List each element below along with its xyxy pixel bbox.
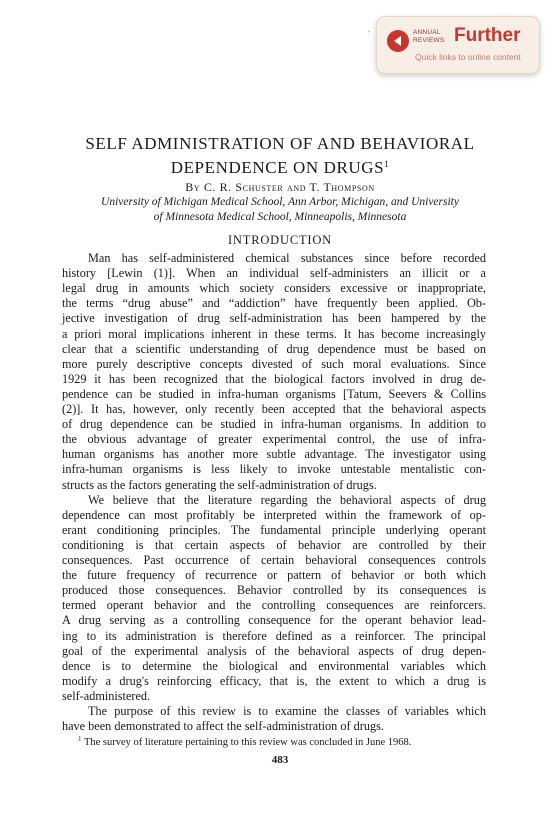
body-line: Man has self-administered chemical substances since before recorded — [88, 251, 486, 265]
body-line: legal drug in amounts which society considers excessive or inappropriate, — [62, 281, 486, 296]
section-heading: INTRODUCTION — [227, 233, 333, 247]
footnote-mark: 1 — [78, 735, 82, 743]
body-line: ing to its administration is therefore defined as a reinforcer. The principal — [62, 628, 486, 643]
body-line: produced those consequences. Behavior controlled by its consequences is — [62, 583, 486, 598]
corner-mark: • — [368, 30, 371, 36]
body-line: pendence can be studied in infra-human organisms [Tatum, Seevers & Collins — [62, 386, 486, 401]
byline: By C. R. Schuster and T. Thompson — [185, 180, 375, 194]
widget-further-label[interactable]: Further — [454, 25, 521, 46]
footnote — [78, 735, 486, 748]
body-line: 1929 it has been recognized that the biological factors involved in drug de- — [62, 371, 486, 386]
body-line: human organisms has another more subtle advantage. The investigator using — [62, 447, 486, 462]
footnote-text: The survey of literature pertaining to this review was concluded in June 1968. — [83, 737, 412, 748]
body-line: modify a drug's reinforcing efficacy, that is, the extent to which a drug is — [62, 673, 486, 688]
body-line: structs as the factors generating the self-administration of drugs. — [62, 477, 377, 492]
annual-reviews-logo-icon — [387, 30, 409, 52]
body-line: conditioning is that certain aspects of behavior are controlled by their — [62, 537, 486, 552]
body-line: the future frequency of recurrence or pattern of behavior or both which — [62, 568, 486, 583]
body-line: more purely descriptive concepts divested of such moral evaluations. Since — [62, 356, 486, 371]
body-line: (2)]. It has, however, only recently been accepted that the behavioral aspects — [62, 402, 486, 416]
affiliation-line1: University of Michigan Medical School, Ann Arbor, Michigan, and University — [101, 196, 459, 208]
body-line: a priori moral implications inherent in these terms. It has become increasingly — [62, 326, 486, 341]
body-line: A drug serving as a controlling consequence for the operant behavior lead- — [62, 613, 486, 628]
widget-subtitle[interactable]: Quick links to online content — [415, 52, 521, 62]
affiliation-line2: of Minnesota Medical School, Minneapolis, Minnesota — [153, 211, 407, 223]
body-line: of drug dependence can be studied in infra-human organisms. In addition to — [62, 417, 486, 432]
title-footnote-mark[interactable]: 1 — [384, 159, 390, 169]
body-line: consequences. Past occurrence of certain behavioral consequences controls — [62, 553, 486, 567]
body-line: termed operant behavior and the controlling consequences are reinforcers. — [62, 598, 486, 613]
body-line: have been demonstrated to affect the self-administration of drugs. — [62, 719, 384, 734]
body-line: infra-human organisms is less likely to invoke untestable mentalistic con- — [62, 462, 486, 477]
widget-brand-line1: ANNUAL — [413, 29, 441, 36]
body-line: jective investigation of drug self-administration has been hampered by the — [62, 311, 486, 326]
widget-brand — [413, 29, 453, 44]
article-title-text: DEPENDENCE ON DRUGS — [170, 158, 385, 177]
article-title-line1: SELF ADMINISTRATION OF AND BEHAVIORAL — [85, 134, 475, 153]
body-line: history [Lewin (1)]. When an individual self-administers an illicit or a — [62, 266, 486, 281]
body-line: the terms “drug abuse” and “addiction” have frequently been applied. Ob- — [62, 296, 486, 311]
body-line: goal of the experimental analysis of the behavioral aspects of drug depen- — [62, 643, 486, 658]
page-number: 483 — [271, 754, 289, 766]
widget-brand-line2: REVIEWS — [413, 36, 445, 44]
body-line: We believe that the literature regarding the behavioral aspects of drug — [88, 492, 486, 507]
body-line: dence is to determine the biological and environmental variables which — [62, 658, 486, 673]
body-line: The purpose of this review is to examine the classes of variables which — [88, 704, 486, 718]
further-widget[interactable] — [376, 16, 540, 74]
article-title-line2 — [60, 154, 500, 178]
body-line: clear that a scientific understanding of drug dependence must be based on — [62, 341, 486, 356]
body-line: self-administered. — [62, 688, 151, 703]
body-line: dependence can most profitably be interpreted within the framework of op- — [62, 507, 486, 522]
body-line: erant conditioning principles. The fundamental principle underlying operant — [62, 522, 486, 537]
body-line: the obvious advantage of greater experimental control, the use of infra- — [62, 432, 486, 447]
